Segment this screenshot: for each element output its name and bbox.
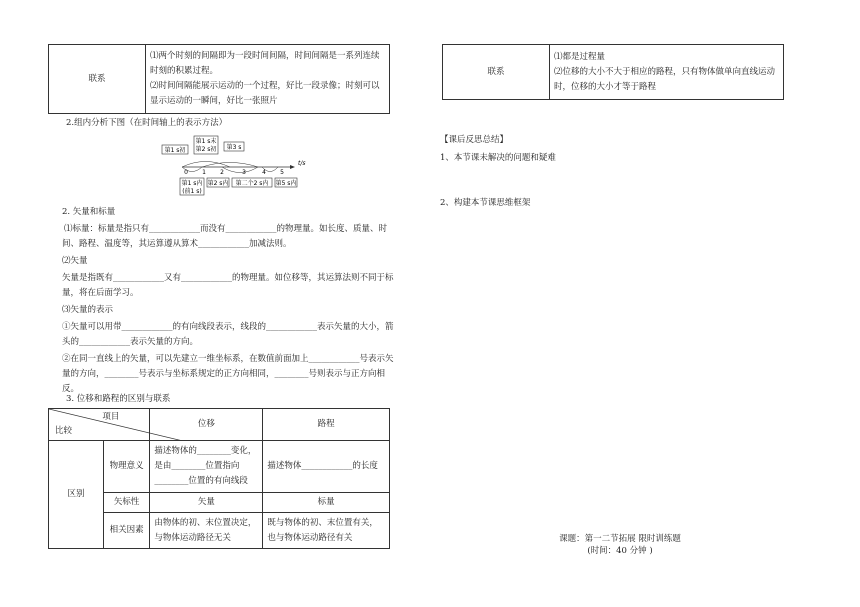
section2-title: 2.组内分析下图（在时间轴上的表示方法） bbox=[66, 118, 228, 128]
vector-paragraph: 矢量是指既有____________又有____________的物理量。如位移等，其运算法则不同于标量，将在后面学习。 bbox=[62, 273, 394, 298]
row-meaning-distance: 描述物体____________的长度 bbox=[263, 441, 390, 493]
footer-title: 课题：第一二节拓展 限时训练题 bbox=[559, 534, 681, 544]
vector-repr-subtitle: ⑶矢量的表示 bbox=[62, 305, 114, 315]
tick-2: 2 bbox=[220, 169, 224, 176]
section3-title: 3. 位移和路程的区别与联系 bbox=[66, 394, 171, 404]
row-meaning-displacement: 描述物体的________变化，是由________位置指向________位置的有向线段 bbox=[150, 441, 263, 493]
timeline-diagram bbox=[160, 134, 310, 196]
timeline-ticks bbox=[184, 160, 305, 176]
timeline-axis bbox=[182, 162, 295, 173]
connection-line-2: ⑵时间间隔能展示运动的一个过程，好比一段录像；时刻可以显示运动的一瞬间，好比一张照片 bbox=[150, 81, 380, 106]
axis-unit: t/s bbox=[298, 160, 306, 167]
top-label-1: 第1 s末 bbox=[195, 138, 217, 145]
row-name-meaning: 物理意义 bbox=[104, 441, 150, 493]
right-connection-line-2: ⑵位移的大小不大于相应的路程，只有物体做单向直线运动时，位移的大小才等于路程 bbox=[554, 66, 776, 92]
vector-section bbox=[62, 205, 396, 397]
reflection-question-2: 2、构建本节课思维框架 bbox=[440, 198, 531, 208]
right-connection-label: 联系 bbox=[443, 45, 550, 100]
bottom-label-0: 第1 s内 bbox=[181, 180, 203, 187]
diagonal-header-cell bbox=[49, 409, 150, 441]
vector-title: 2. 矢量和标量 bbox=[62, 207, 116, 217]
bottom-label-1: (前1 s) bbox=[182, 188, 202, 195]
comparison-table bbox=[48, 408, 390, 549]
header-item: 项目 bbox=[102, 412, 120, 422]
tick-1: 1 bbox=[202, 169, 206, 176]
reflection-title: 【课后反思总结】 bbox=[440, 135, 509, 145]
top-label-3: 第3 s bbox=[226, 144, 242, 151]
col-distance: 路程 bbox=[263, 409, 390, 441]
row-factors-distance: 既与物体的初、末位置有关，也与物体运动路径有关 bbox=[263, 513, 390, 549]
tick-0: 0 bbox=[184, 169, 188, 176]
right-connection-line-1: ⑴都是过程量 bbox=[554, 51, 606, 62]
row-factors-displacement: 由物体的初、末位置决定，与物体运动路径无关 bbox=[150, 513, 263, 549]
bottom-label-3: 第二个2 s内 bbox=[235, 180, 269, 187]
top-label-2: 第2 s初 bbox=[195, 146, 217, 153]
timeline-bottom-labels bbox=[180, 178, 297, 195]
group-difference: 区别 bbox=[49, 441, 104, 549]
connection-label: 联系 bbox=[49, 45, 146, 114]
footer-time: (时间：40 分钟 ) bbox=[587, 546, 653, 556]
timeline-top-labels bbox=[162, 136, 244, 154]
vector-repr-paragraph-b: ②在同一直线上的矢量，可以先建立一维坐标系，在数值前面加上____________号表示矢量的方向，________号表示与坐标系规定的正方向相同，________号则表示与正方向相反。 bbox=[62, 354, 394, 394]
row-vector-distance: 标量 bbox=[263, 493, 390, 513]
reflection-question-1: 1、本节课未解决的问题和疑难 bbox=[440, 153, 556, 163]
left-connection-table bbox=[48, 44, 390, 114]
row-name-vector: 矢标性 bbox=[104, 493, 150, 513]
right-connection-table bbox=[442, 44, 784, 100]
right-connection-content bbox=[550, 45, 784, 100]
connection-content bbox=[146, 45, 390, 114]
top-label-0: 第1 s初 bbox=[164, 147, 186, 154]
header-compare: 比较 bbox=[55, 426, 73, 436]
vector-repr-paragraph-a: ①矢量可以用带____________的有向线段表示，线段的____________表示矢量的大小，箭头的____________表示矢量的方向。 bbox=[62, 322, 394, 347]
tick-4: 4 bbox=[262, 169, 266, 176]
bottom-label-2: 第2 s内 bbox=[207, 180, 229, 187]
bottom-label-4: 第5 s内 bbox=[275, 180, 297, 187]
connection-line-1: ⑴两个时刻的间隔即为一段时间间隔，时间间隔是一系列连续时刻的积累过程。 bbox=[150, 51, 380, 76]
vector-subtitle: ⑵矢量 bbox=[62, 256, 88, 266]
tick-5: 5 bbox=[280, 169, 284, 176]
tick-3: 3 bbox=[242, 169, 246, 176]
row-vector-displacement: 矢量 bbox=[150, 493, 263, 513]
scalar-paragraph: ⑴标量：标量是指只有____________而没有____________的物理量。如长度、质量、时间、路程、温度等，其运算遵从算术____________加减法则。 bbox=[62, 224, 388, 249]
col-displacement: 位移 bbox=[150, 409, 263, 441]
row-name-factors: 相关因素 bbox=[104, 513, 150, 549]
